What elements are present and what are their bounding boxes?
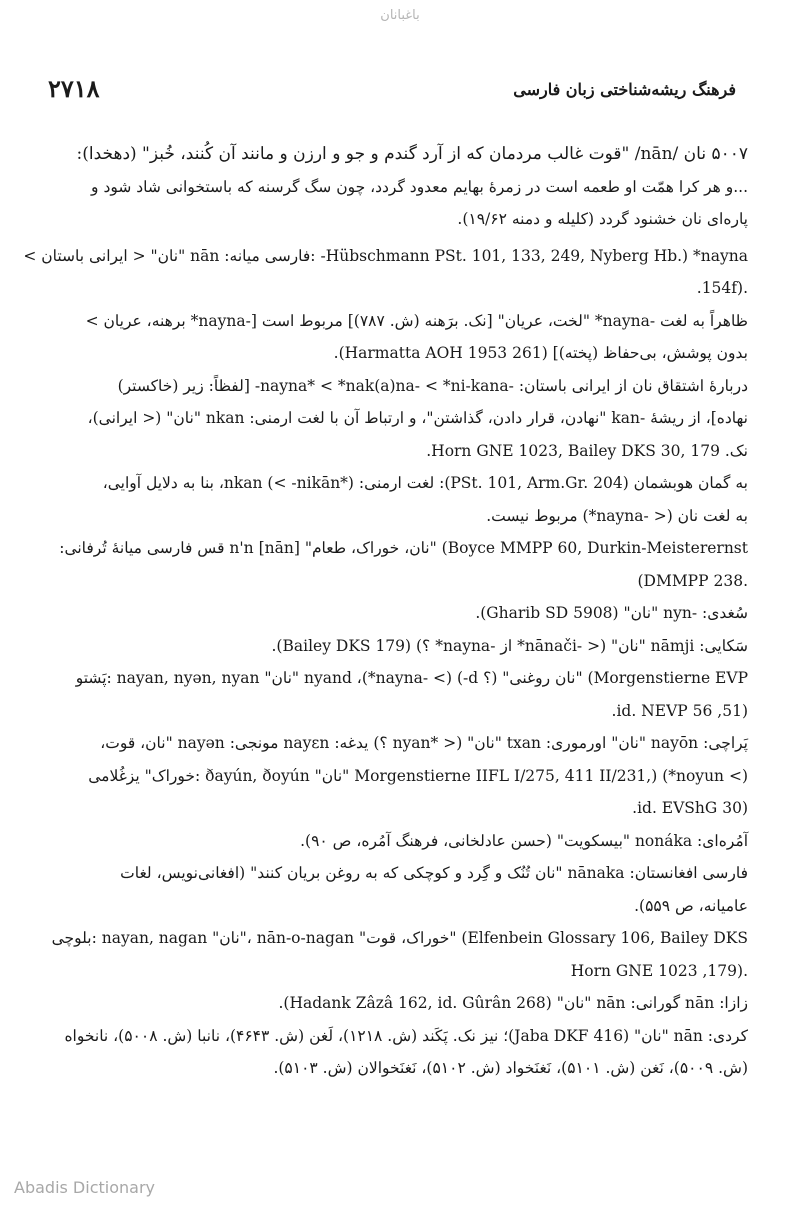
entry-line: به لغت نان (< -nayna*) مربوط نیست. — [486, 506, 748, 525]
entry-line: .(154f. — [696, 279, 748, 297]
dictionary-entry — [23, 138, 748, 1085]
watermark-bottom: Abadis Dictionary — [14, 1178, 155, 1197]
entry-line: (51, id. NEVP 56. — [611, 701, 748, 720]
entry-line: سُغدی: -nyn "نان" (Gharib SD 5908). — [475, 604, 748, 622]
entry-line: دربارهٔ اشتقاق نان از ایرانی باستان: -nayna* < *nak(a)na- < *ni-kana- [لفظاً: زیر (خاکستر) — [117, 376, 748, 395]
entry-line: Morgenstierne EVP) "نان روغنی" (؟ d-) nyand ،(*nayna- <) "نان" nayan, nyən, nyan :پَشتو — [75, 669, 748, 687]
entry-line: Morgenstierne IIFL I/275, 411 II/231,) (*noyun <) "نان" ðayún, ðoyún :خوراک" یزغُلامی — [88, 766, 748, 785]
entry-line: بدون پوشش، بی‌حفاظ (پخته)] (Harmatta AOH 1953 261). — [333, 344, 748, 362]
watermark-top: باغبانان — [380, 8, 420, 23]
entry-line: (id. EVShG 30. — [632, 799, 748, 817]
entry-line: نهاده]، از ریشهٔ -kan "نهادن، قرار دادن، گذاشتن"، و ارتباط آن با لغت ارمنی: nkan "نان" (< ایرانی)، — [87, 409, 748, 427]
entry-line: ...و هر کرا همّت او طعمه است در زمرهٔ بهایم معدود گردد، چون سگ گرسنه که باستخوانی شاد شود و — [91, 177, 748, 196]
entry-line: .DMMPP 238) — [637, 571, 748, 590]
entry-headword-line: ۵۰۰۷ نان /nān/ "قوت غالب مردمان که از آرد گندم و جو و ارزن و مانند آن کُنند، خُبز" (دهخدا): — [76, 144, 748, 164]
entry-line: ظاهراً به لغت -nayna* "لخت، عریان" [نک. برَهنه (ش. ۷۸۷)] مربوط است [-nayna* برهنه، عریان > — [85, 311, 748, 330]
entry-line: عامیانه، ص ۵۵۹). — [634, 896, 748, 915]
entry-line: سَکایی: nāmji "نان" (< -nānači* از -nayna* ؟) (Bailey DKS 179). — [271, 636, 748, 655]
entry-line: Boyce MMPP 60, Durkin-Meisterernst) "نان، خوراک، طعام" [nān] n'n قس فارسی میانهٔ تُرفانی: — [59, 539, 748, 557]
entry-line: Hübschmann PSt. 101, 133, 249, Nyberg Hb.) *nayna- :فارسی میانه: nān "نان" < ایرانی باستان > — [23, 246, 748, 265]
entry-line: زازا: nān گورانی: nān "نان" (Hadank Zâzâ 162, id. Gûrân 268). — [278, 994, 748, 1012]
entry-line: پاره‌ای نان خشنود گردد (کلیله و دمنه ۱۹/۶۲). — [457, 210, 748, 228]
entry-line: .(179, Horn GNE 1023 — [570, 961, 748, 980]
entry-line: پَراچی: nayōn "نان" اورموری: txan "نان" (< *nyan ؟) یدغه: nayεn مونجی: nayən "نان، قوت، — [100, 734, 748, 752]
entry-line: (ش. ۵۰۰۹)، نَغن (ش. ۵۱۰۱)، نَغنَخواد (ش. ۵۱۰۲)، نَغنَخوالان (ش. ۵۱۰۳). — [273, 1059, 748, 1077]
entry-line: فارسی افغانستان: nānaka "نان تُنُک و گِرد و کوچکی که به روغن بریان کنند" (افغانی‌نویس، لغات — [120, 864, 748, 882]
entry-line: نک. Horn GNE 1023, Bailey DKS 30, 179. — [426, 441, 748, 460]
entry-line: به گمان هوبشمان (PSt. 101, Arm.Gr. 204): لغت ارمنی: nkan (< -nikān*)، بنا به دلایل آوایی، — [102, 474, 748, 492]
page-number: ۲۷۱۸ — [48, 74, 100, 103]
running-title: فرهنگ ریشه‌شناختی زبان فارسی — [513, 80, 736, 99]
entry-line: کردی: nān "نان" (Jaba DKF 416)؛ نیز نک. پَکَند (ش. ۱۲۱۸)، لَغن (ش. ۴۶۴۳)، نانبا (ش. ۵۰۰۸)، نانخواه — [64, 1026, 748, 1045]
entry-line: Elfenbein Glossary 106, Bailey DKS) "خوراک، قوت" nān-o-nagan ،"نان" nayan, nagan :بلوچی — [51, 929, 748, 947]
page-header — [48, 74, 736, 108]
entry-line: آمُره‌ای: nonáka "بیسکویت" (حسن عادلخانی، فرهنگ آمُره، ص ۹۰). — [300, 831, 748, 850]
